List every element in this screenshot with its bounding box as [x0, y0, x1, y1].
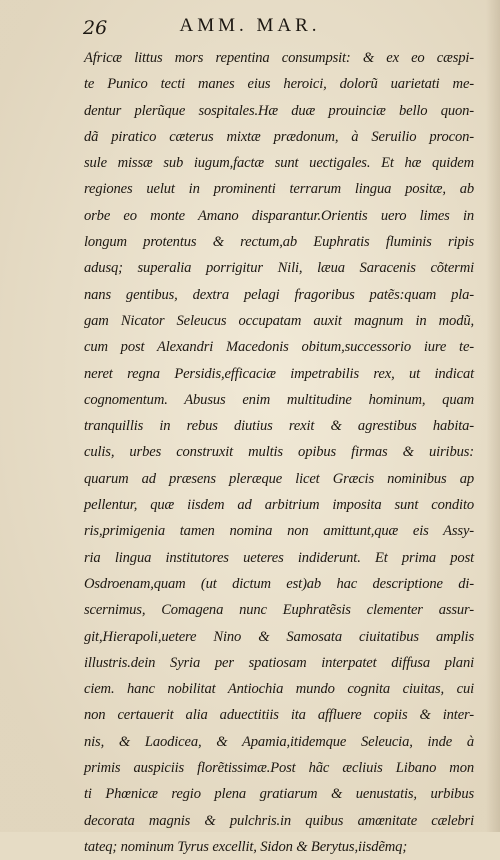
text-line: ria lingua institutores ueteres indiderunt. Et prima post	[84, 549, 474, 566]
text-line: non certauerit alia aduectitiis ita affluere copiis & inter-	[84, 707, 474, 724]
body-text	[84, 45, 474, 860]
page-number: 26	[83, 17, 108, 39]
text-line: tateq; nominum Tyrus excellit, Sidon & Berytus,iisdẽmq;	[84, 838, 408, 855]
running-head: AMM. MAR.	[179, 15, 321, 36]
text-line: Africæ littus mors repentina consumpsit: & ex eo cæspi-	[84, 50, 474, 66]
text-line: scernimus, Comagena nunc Euphratẽsis clementer assur-	[84, 602, 474, 619]
text-line: dã piratico cæterus mixtæ prædonum, à Seruilio procon-	[84, 128, 474, 145]
text-line: cognomentum. Abusus enim multitudine hominum, quam	[84, 391, 474, 408]
text-line: git,Hierapoli,uetere Nino & Samosata ciuitatibus amplis	[84, 628, 474, 645]
text-line: nans gentibus, dextra pelagi fragoribus patẽs:quam pla-	[84, 286, 474, 303]
text-line: regiones uelut in prominenti terrarum lingua positæ, ab	[84, 181, 474, 198]
text-line: neret regna Persidis,efficaciæ impetrabilis rex, ut indicat	[84, 365, 474, 382]
text-line: pellentur, quæ iisdem ad arbitrium imposita sunt condito	[84, 497, 474, 514]
text-line: nis, & Laodicea, & Apamia,itidemque Seleucia, inde à	[84, 733, 474, 750]
page-edge-shadow	[486, 0, 500, 832]
text-line: adusq; superalia porrigitur Nili, læua Saracenis cõtermi	[84, 260, 474, 277]
text-line: Osdroenam,quam (ut dictum est)ab hac descriptione di-	[84, 575, 474, 592]
text-line: longum protentus & rectum,ab Euphratis fluminis ripis	[84, 234, 474, 251]
text-line: orbe eo monte Amano disparantur.Orientis uero limes in	[84, 207, 474, 224]
text-line: sule missæ sub iugum,factæ sunt uectigales. Et hæ quidem	[84, 155, 474, 172]
text-line: gam Nicator Seleucus occupatam auxit magnum in modũ,	[84, 312, 474, 329]
text-line: dentur plerũque sospitales.Hæ duæ prouinciæ bello quon-	[84, 102, 474, 119]
text-line: illustris.dein Syria per spatiosam interpatet diffusa plani	[84, 654, 474, 671]
text-line: tranquillis in rebus diutius rexit & agrestibus habita-	[84, 418, 474, 435]
text-line: ti Phœnicæ regio plena gratiarum & uenustatis, urbibus	[84, 786, 474, 803]
text-line: cum post Alexandri Macedonis obitum,successorio iure te-	[84, 339, 474, 356]
page-header	[0, 9, 500, 39]
text-line: te Punico tecti manes eius heroici, dolorũ uarietati me-	[84, 76, 474, 93]
text-line: ciem. hanc nobilitat Antiochia mundo cognita ciuitas, cui	[84, 681, 474, 698]
text-line: primis auspiciis florẽtissimæ.Post hãc æcliuis Libano mon	[84, 760, 474, 777]
text-line: decorata magnis & pulchris.in quibus amœnitate cælebri	[84, 812, 474, 829]
text-line: quarum ad præsens pleræque licet Græcis nominibus ap	[84, 470, 474, 487]
text-line: culis, urbes construxit multis opibus firmas & uiribus:	[84, 444, 474, 461]
text-line: ris,primigenia tamen nomina non amittunt,quæ eis Assy-	[84, 523, 474, 540]
